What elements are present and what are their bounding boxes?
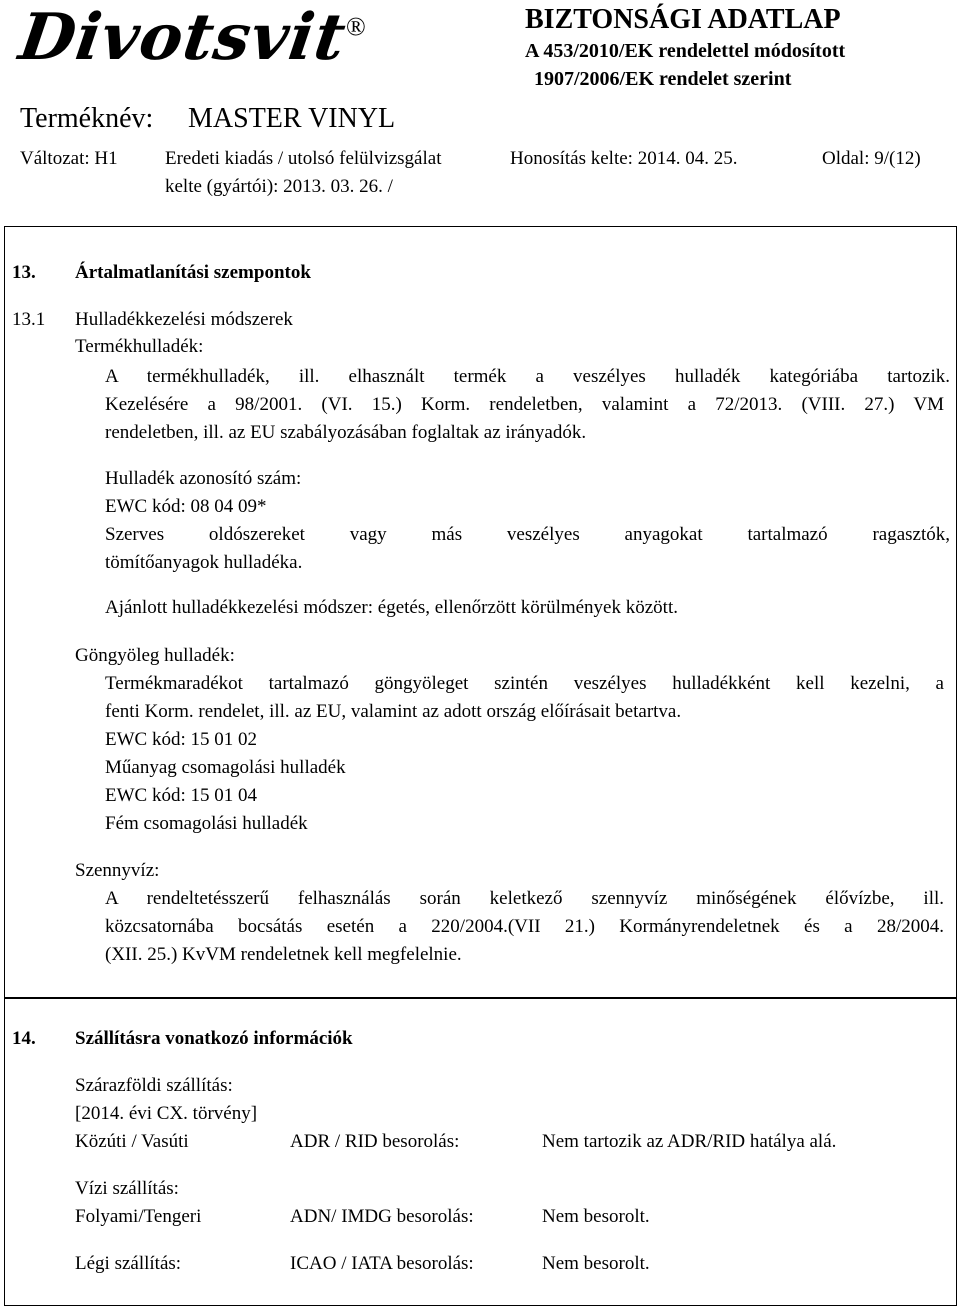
approval-date: Honosítás kelte: 2014. 04. 25.: [510, 148, 738, 169]
packaging-text: fenti Korm. rendelet, ill. az EU, valamint az adott ország előírásait betartva.: [105, 701, 682, 722]
land-transport-label: Szárazföldi szállítás:: [75, 1075, 233, 1096]
adn-imdg-class-label: ADN/ IMDG besorolás:: [290, 1206, 474, 1227]
air-transport-label: Légi szállítás:: [75, 1253, 182, 1274]
regulation-line-1: A 453/2010/EK rendelettel módosított: [525, 40, 846, 62]
subsection-title: Hulladékkezelési módszerek: [75, 309, 293, 330]
wastewater-text: közcsatornába bocsátás esetén a 220/2004.(VII 21.) Kormányrendeletnek és a 28/2004.: [105, 916, 944, 937]
wastewater-text: A rendeltetésszerű felhasználás során keletkező szennyvíz minőségének élővízbe, ill.: [105, 888, 944, 909]
ewc-code: EWC kód: 08 04 09*: [105, 496, 267, 517]
section-14-title: Szállításra vonatkozó információk: [75, 1028, 353, 1049]
page-number: Oldal: 9/(12): [822, 148, 921, 169]
registered-mark: ®: [346, 12, 366, 41]
company-logo: Divotsvit: [14, 0, 351, 75]
land-transport-law: [2014. évi CX. törvény]: [75, 1103, 258, 1124]
product-waste-text: Kezelésére a 98/2001. (VI. 15.) Korm. rendeletben, valamint a 72/2013. (VIII. 27.) VM: [105, 394, 944, 415]
road-rail-label: Közúti / Vasúti: [75, 1131, 189, 1152]
product-name: MASTER VINYL: [188, 103, 396, 134]
product-waste-label: Termékhulladék:: [75, 336, 204, 357]
issue-date: kelte (gyártói): 2013. 03. 26. /: [165, 176, 393, 197]
waste-description: Szerves oldószereket vagy más veszélyes anyagokat tartalmazó ragasztók,: [105, 524, 950, 545]
icao-iata-class-label: ICAO / IATA besorolás:: [290, 1253, 474, 1274]
packaging-waste-label: Göngyöleg hulladék:: [75, 645, 235, 666]
subsection-number: 13.1: [12, 309, 46, 330]
river-sea-label: Folyami/Tengeri: [75, 1206, 202, 1227]
wastewater-text: (XII. 25.) KvVM rendeletnek kell megfelelnie.: [105, 944, 462, 965]
ewc-code: EWC kód: 15 01 04: [105, 785, 257, 806]
section-13-title: Ártalmatlanítási szempontok: [75, 262, 311, 283]
issue-label: Eredeti kiadás / utolsó felülvizsgálat: [165, 148, 442, 169]
ewc-description: Fém csomagolási hulladék: [105, 813, 308, 834]
waste-description: tömítőanyagok hulladéka.: [105, 552, 303, 573]
product-waste-text: A termékhulladék, ill. elhasznált termék a veszélyes hulladék kategóriába tartozik.: [105, 366, 950, 387]
water-transport-label: Vízi szállítás:: [75, 1178, 179, 1199]
section-13-number: 13.: [12, 262, 36, 283]
section-14-number: 14.: [12, 1028, 36, 1049]
product-label: Terméknév:: [20, 103, 154, 134]
version: Változat: H1: [20, 148, 118, 169]
ewc-description: Műanyag csomagolási hulladék: [105, 757, 346, 778]
wastewater-label: Szennyvíz:: [75, 860, 160, 881]
icao-iata-class-value: Nem besorolt.: [542, 1253, 650, 1274]
packaging-text: Termékmaradékot tartalmazó göngyöleget szintén veszélyes hulladékként kell kezelni, a: [105, 673, 944, 694]
adr-rid-class-label: ADR / RID besorolás:: [290, 1131, 460, 1152]
document-title: BIZTONSÁGI ADATLAP: [525, 4, 841, 35]
adr-rid-class-value: Nem tartozik az ADR/RID hatálya alá.: [542, 1131, 837, 1152]
ewc-code: EWC kód: 15 01 02: [105, 729, 257, 750]
product-waste-text: rendeletben, ill. az EU szabályozásában foglaltak az irányadók.: [105, 422, 587, 443]
regulation-line-2: 1907/2006/EK rendelet szerint: [534, 68, 792, 90]
waste-id-label: Hulladék azonosító szám:: [105, 468, 302, 489]
adn-imdg-class-value: Nem besorolt.: [542, 1206, 650, 1227]
recommended-method: Ajánlott hulladékkezelési módszer: égetés, ellenőrzött körülmények között.: [105, 597, 678, 618]
